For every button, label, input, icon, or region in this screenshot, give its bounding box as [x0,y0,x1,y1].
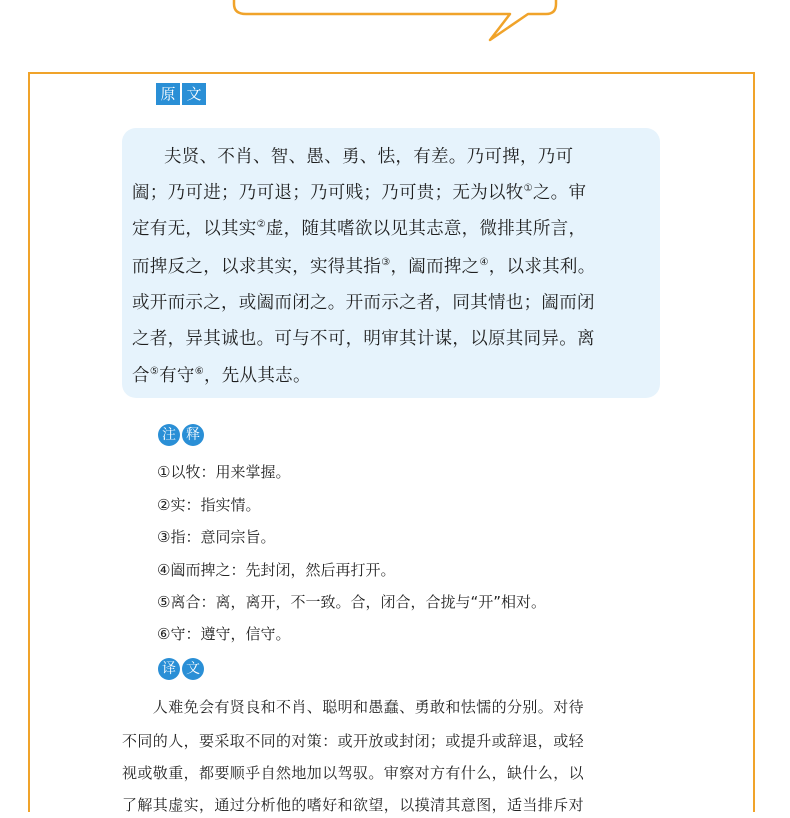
original-line: 阖；乃可进；乃可退；乃可贱；乃可贵；无为以牧①之。审 [132,183,587,203]
note-item: ④阖而捭之：先封闭，然后再打开。 [157,561,396,579]
original-line: 而捭反之，以求其实，实得其指③，阖而捭之④，以求其利。 [132,257,596,277]
section-tag-translation [158,658,204,680]
note-item: ②实：指实情。 [157,496,261,514]
tag-char: 注 [158,424,180,446]
note-item: ①以牧：用来掌握。 [157,463,291,481]
translation-line: 了解其虚实，通过分析他的嗜好和欲望，以摸清其意图，适当排斥对 [122,796,585,814]
original-line: 定有无，以其实②虚，随其嗜欲以见其志意，微排其所言， [132,219,587,239]
speech-bubble [0,0,790,48]
tag-char: 文 [182,658,204,680]
translation-line: 人难免会有贤良和不肖、聪明和愚蠢、勇敢和怯懦的分别。对待 [122,698,585,716]
note-item: ⑤离合：离，离开，不一致。合，闭合，合拢与“开”相对。 [157,593,546,611]
tag-char: 文 [182,83,206,105]
original-line: 合⑤有守⑥，先从其志。 [132,366,311,386]
tag-char: 译 [158,658,180,680]
tag-char: 原 [156,83,180,105]
tag-char: 释 [182,424,204,446]
translation-line: 视或敬重，都要顺乎自然地加以驾驭。审察对方有什么，缺什么，以 [122,764,585,782]
original-line: 或开而示之，或阖而闭之。开而示之者，同其情也；阖而闭 [132,293,595,313]
section-tag-original [156,83,206,105]
translation-line: 不同的人，要采取不同的对策：或开放或封闭；或提升或辞退，或轻 [122,732,585,750]
original-line: 夫贤、不肖、智、愚、勇、怯，有差。乃可捭，乃可 [164,147,574,167]
section-tag-notes [158,424,204,446]
note-item: ⑥守：遵守，信守。 [157,625,291,643]
note-item: ③指：意同宗旨。 [157,528,276,546]
original-line: 之者，异其诚也。可与不可，明审其计谋，以原其同异。离 [132,329,595,349]
